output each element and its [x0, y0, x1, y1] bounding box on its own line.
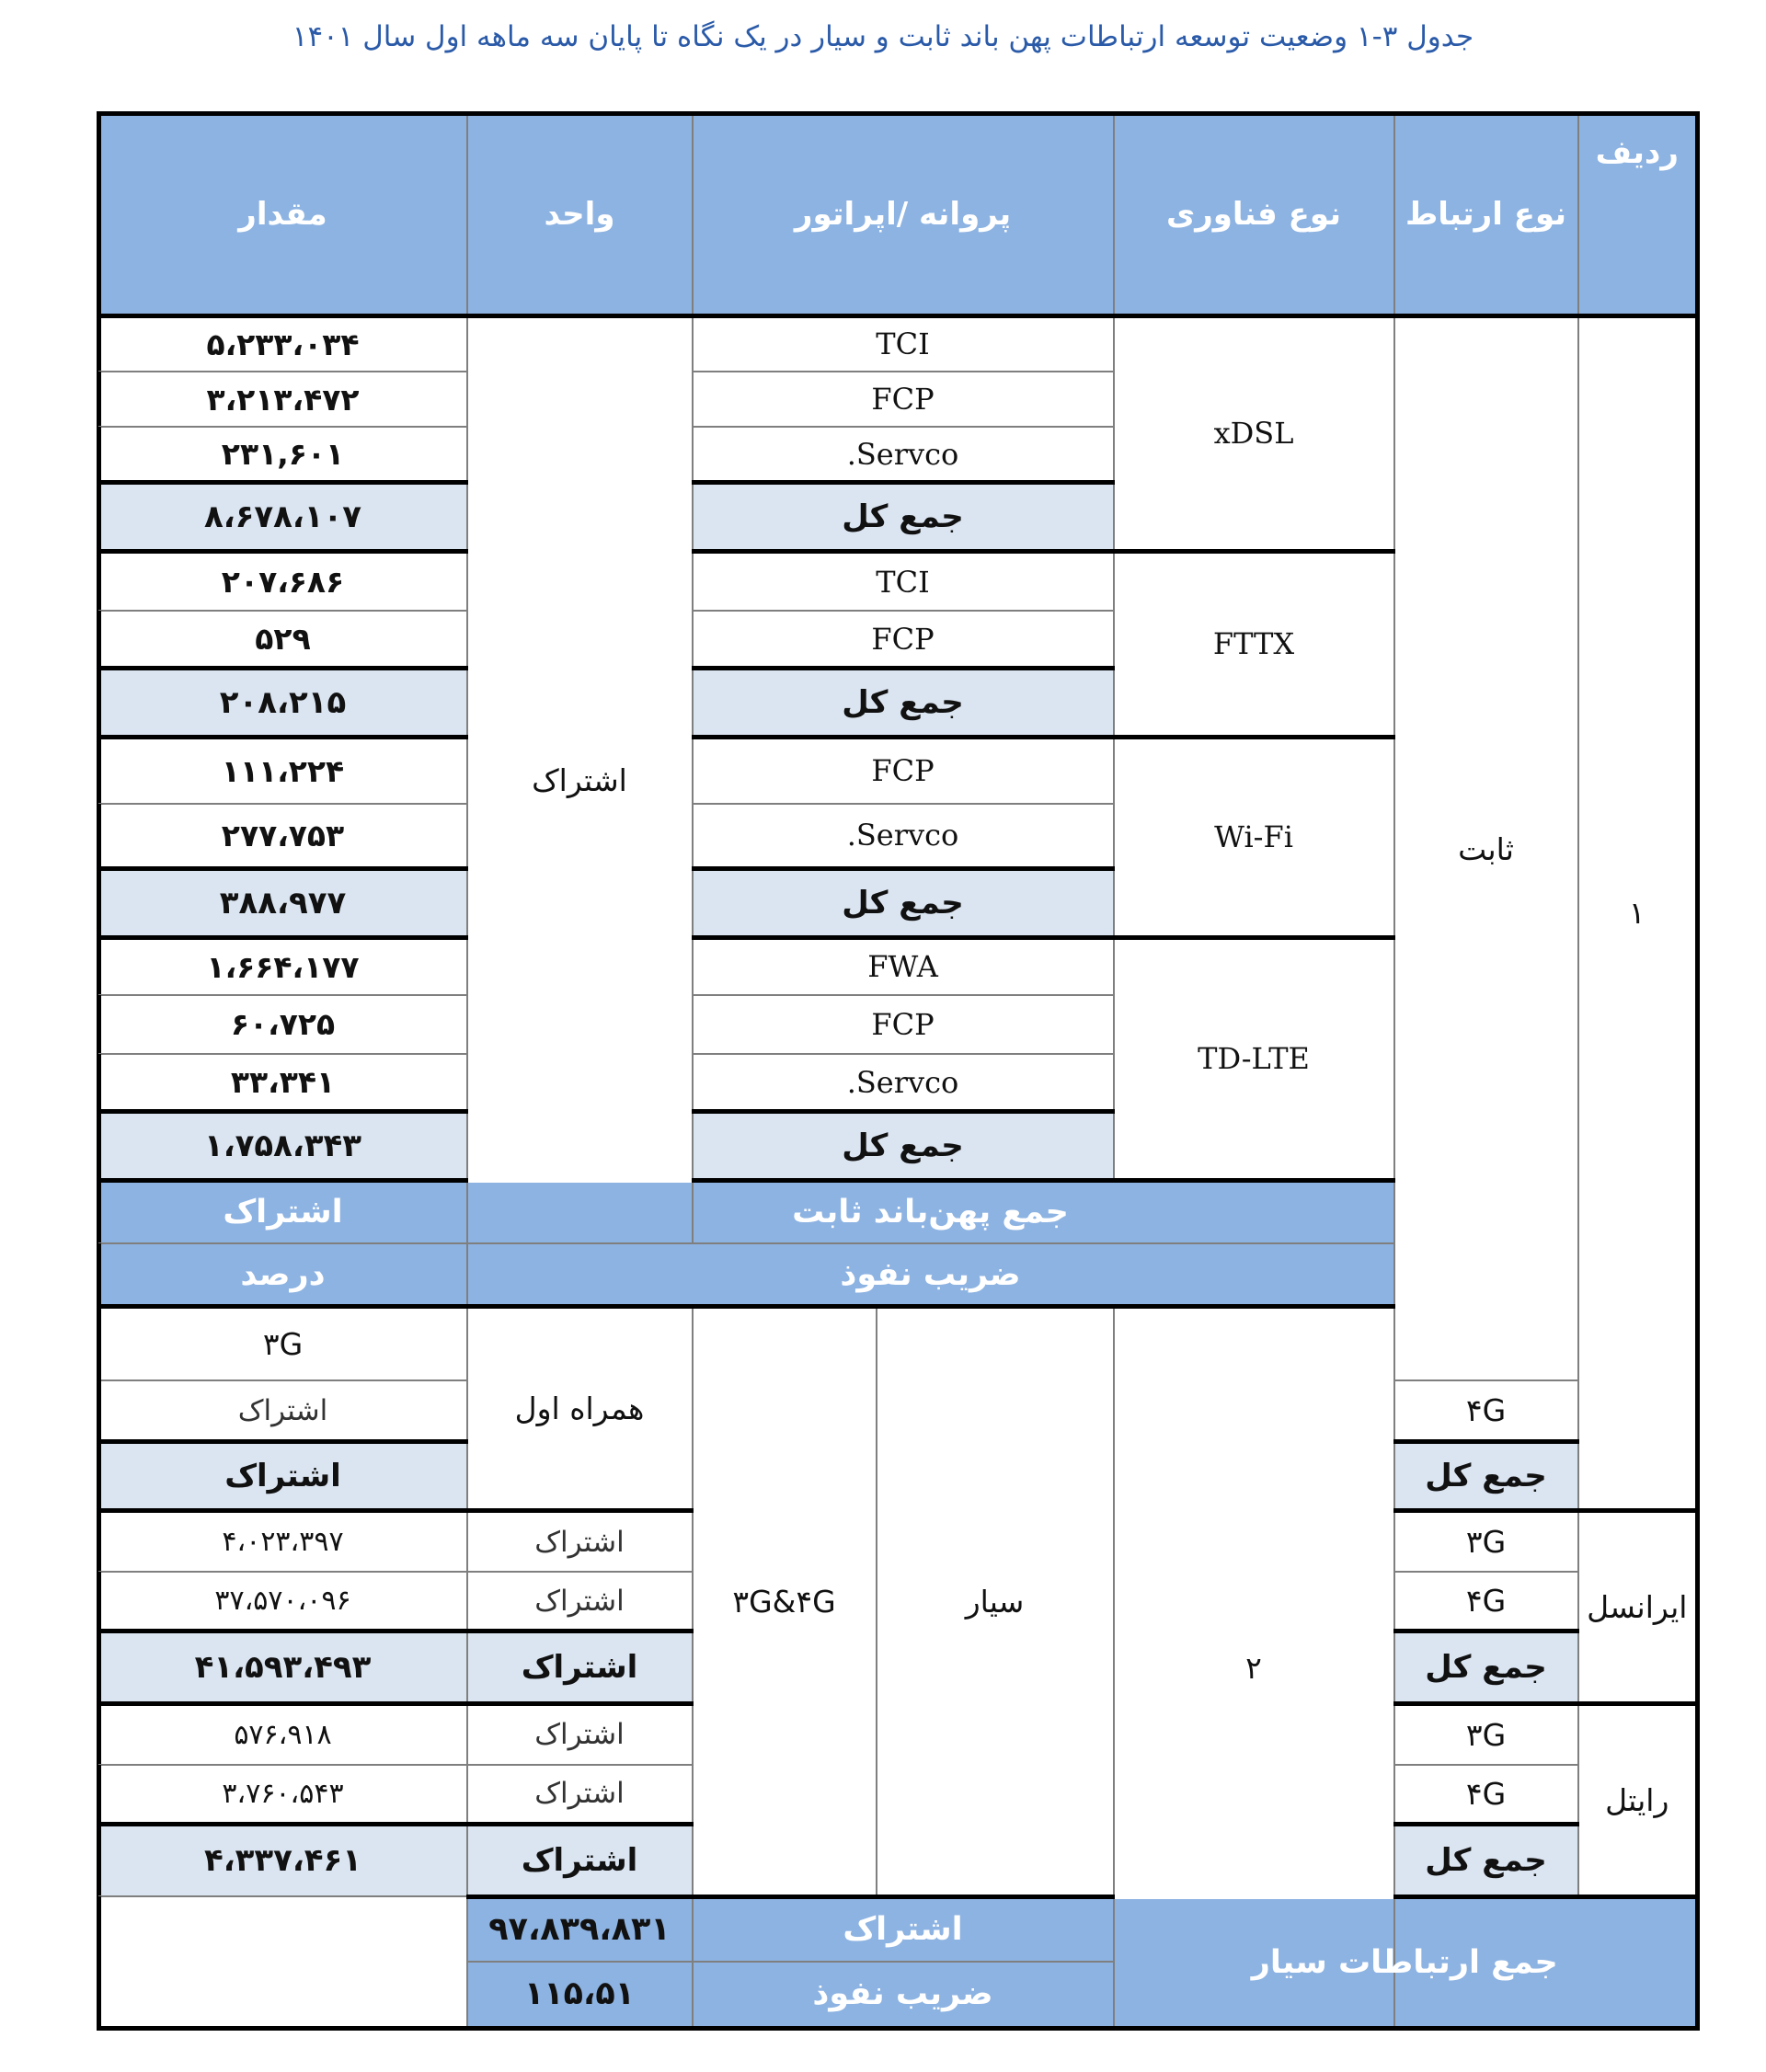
- fixed-total-unit: اشتراک: [99, 1180, 467, 1243]
- mobile-penetration-label: ضریب نفوذ: [693, 1962, 1114, 2029]
- operator-cell: FCP: [693, 611, 1114, 669]
- subtotal-value: ۳۸۸،۹۷۷: [99, 869, 467, 938]
- mobile-total-unit: اشتراک: [693, 1896, 1114, 1962]
- header-row: [99, 114, 1698, 316]
- operator-cell: Servco.: [693, 1054, 1114, 1112]
- subtotal-label: جمع کل: [1394, 1631, 1578, 1704]
- subtotal-value: ۲۰۸،۲۱۵: [99, 669, 467, 738]
- subtotal-label: جمع کل: [693, 669, 1114, 738]
- value-cell: ۴،۰۲۳،۳۹۷: [99, 1510, 467, 1572]
- header-conn-type: نوع ارتباط: [1394, 114, 1578, 316]
- fixed-total-label: جمع پهن‌باند ثابت: [467, 1180, 1394, 1243]
- operator-rightel: رایتل: [1578, 1703, 1698, 1896]
- mobile-total-row: [99, 1896, 1698, 1962]
- subtotal-value: ۱،۷۵۸،۳۴۳: [99, 1112, 467, 1181]
- value-cell: ۳۳،۳۴۱: [99, 1054, 467, 1112]
- header-amount: مقدار: [99, 114, 467, 316]
- operator-cell: FCP: [693, 995, 1114, 1055]
- mobile-total-label: جمع ارتباطات سیار: [1114, 1896, 1698, 2028]
- operator-cell: TCI: [693, 315, 1114, 372]
- unit-cell: اشتراک: [99, 1380, 467, 1442]
- fixed-penetration-unit: درصد: [99, 1243, 467, 1307]
- table-row: [99, 315, 1698, 372]
- value-cell: ۲۷۷،۷۵۳: [99, 804, 467, 869]
- value-cell: ۳۷،۵۷۰،۰۹۶: [99, 1572, 467, 1631]
- subtotal-value: ۴،۳۳۷،۴۶۱: [99, 1824, 467, 1896]
- subtotal-unit: اشتراک: [467, 1631, 693, 1704]
- header-operator: پروانه /اپراتور: [693, 114, 1114, 316]
- generation-cell: ۴G: [1394, 1572, 1578, 1631]
- value-cell: ۲۰۷،۶۸۶: [99, 552, 467, 612]
- header-unit: واحد: [467, 114, 693, 316]
- generation-cell: ۳G: [99, 1307, 467, 1381]
- operator-cell: TCI: [693, 552, 1114, 612]
- row-no-mobile: ۲: [1114, 1307, 1394, 2029]
- subtotal-label: جمع کل: [693, 1112, 1114, 1181]
- operator-irancell: ایرانسل: [1578, 1510, 1698, 1703]
- subtotal-value: ۸،۶۷۸،۱۰۷: [99, 483, 467, 552]
- header-tech-type: نوع فناوری: [1114, 114, 1394, 316]
- tech-xdsl: xDSL: [1114, 315, 1394, 551]
- conn-type-mobile: سیار: [877, 1307, 1114, 1896]
- subtotal-value: ۴۱،۵۹۳،۴۹۳: [99, 1631, 467, 1704]
- tech-tdlte: TD-LTE: [1114, 937, 1394, 1180]
- subtotal-label: جمع کل: [1394, 1824, 1578, 1896]
- unit-cell: اشتراک: [467, 1703, 693, 1765]
- unit-fixed: اشتراک: [467, 315, 693, 1243]
- operator-mci: همراه اول: [467, 1307, 693, 1511]
- unit-cell: اشتراک: [467, 1510, 693, 1572]
- value-cell: ۲۳۱,۶۰۱: [99, 427, 467, 483]
- fixed-penetration-label: ضریب نفوذ: [467, 1243, 1394, 1307]
- tech-mobile: ۳G&۴G: [693, 1307, 877, 1896]
- tech-wifi: Wi-Fi: [1114, 737, 1394, 937]
- operator-cell: FCP: [693, 737, 1114, 804]
- subtotal-label: جمع کل: [693, 483, 1114, 552]
- table-caption: جدول ۳-۱ وضعیت توسعه ارتباطات پهن باند ثابت و سیار در یک نگاه تا پایان سه ماهه اول سال ۱۴۰۱: [292, 20, 1474, 53]
- mobile-total-value: ۹۷،۸۳۹،۸۳۱: [467, 1896, 693, 1962]
- operator-cell: Servco.: [693, 804, 1114, 869]
- operator-cell: FCP: [693, 372, 1114, 428]
- broadband-table: [97, 111, 1700, 2031]
- row-no-fixed: ۱: [1578, 315, 1698, 1510]
- value-cell: ۵۲۹: [99, 611, 467, 669]
- value-cell: ۵۷۶،۹۱۸: [99, 1703, 467, 1765]
- tech-fttx: FTTX: [1114, 552, 1394, 738]
- value-cell: ۳،۲۱۳،۴۷۲: [99, 372, 467, 428]
- subtotal-unit: اشتراک: [99, 1442, 467, 1511]
- subtotal-label: جمع کل: [693, 869, 1114, 938]
- value-cell: ۱،۶۶۴،۱۷۷: [99, 937, 467, 995]
- generation-cell: ۳G: [1394, 1703, 1578, 1765]
- operator-cell: FWA: [693, 937, 1114, 995]
- value-cell: ۶۰،۷۲۵: [99, 995, 467, 1055]
- conn-type-fixed: ثابت: [1394, 315, 1578, 1380]
- value-cell: ۳،۷۶۰،۵۴۳: [99, 1765, 467, 1825]
- value-cell: ۵،۲۳۳،۰۳۴: [99, 315, 467, 372]
- unit-cell: اشتراک: [467, 1765, 693, 1825]
- operator-cell: Servco.: [693, 427, 1114, 483]
- subtotal-label: جمع کل: [1394, 1442, 1578, 1511]
- header-row-no: ردیف: [1578, 114, 1698, 316]
- generation-cell: ۴G: [1394, 1765, 1578, 1825]
- generation-cell: ۴G: [1394, 1380, 1578, 1442]
- generation-cell: ۳G: [1394, 1510, 1578, 1572]
- subtotal-unit: اشتراک: [467, 1824, 693, 1896]
- value-cell: ۱۱۱،۲۲۴: [99, 737, 467, 804]
- mobile-penetration-value: ۱۱۵،۵۱: [467, 1962, 693, 2029]
- unit-cell: اشتراک: [467, 1572, 693, 1631]
